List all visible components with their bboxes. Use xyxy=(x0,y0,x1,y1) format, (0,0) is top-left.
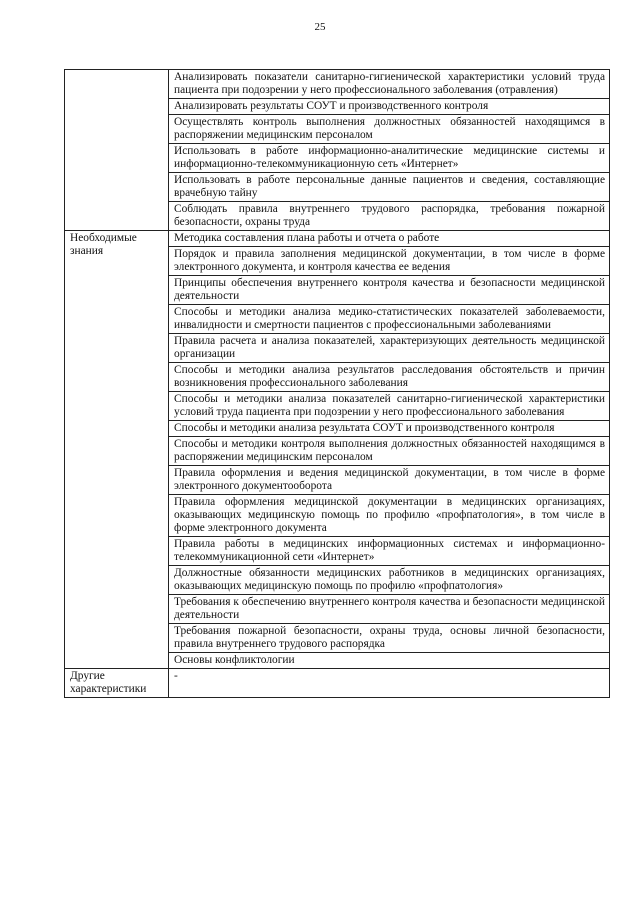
table-row xyxy=(65,70,610,99)
table-row xyxy=(65,669,610,698)
knowledge-item: Способы и методики анализа результата СОУТ и производственного контроля xyxy=(169,421,610,437)
table-row xyxy=(65,231,610,247)
knowledge-item: Правила работы в медицинских информационных системах и информационно-телекоммуникационной сети «Интернет» xyxy=(169,537,610,566)
knowledge-item: Требования к обеспечению внутреннего контроля качества и безопасности медицинской деятельности xyxy=(169,595,610,624)
other-label: Другие характеристики xyxy=(65,669,169,698)
skills-item: Использовать в работе информационно-аналитические медицинские системы и информационно-телекоммуникационную сеть «Интернет» xyxy=(169,144,610,173)
skills-label-cell xyxy=(65,70,169,231)
knowledge-label: Необходимые знания xyxy=(65,231,169,669)
knowledge-item: Способы и методики контроля выполнения должностных обязанностей находящимся в распоряжении медицинским персоналом xyxy=(169,437,610,466)
page-number: 25 xyxy=(314,21,326,33)
knowledge-item: Методика составления плана работы и отчета о работе xyxy=(169,231,610,247)
knowledge-item: Правила расчета и анализа показателей, характеризующих деятельность медицинской организации xyxy=(169,334,610,363)
requirements-table xyxy=(64,69,610,698)
other-value: - xyxy=(169,669,610,698)
skills-item: Соблюдать правила внутреннего трудового распорядка, требования пожарной безопасности, охраны труда xyxy=(169,202,610,231)
knowledge-item: Основы конфликтологии xyxy=(169,653,610,669)
skills-item: Анализировать показатели санитарно-гигиенической характеристики условий труда пациента при подозрении у него профессионального заболевания (отравления) xyxy=(169,70,610,99)
knowledge-item: Способы и методики анализа результатов расследования обстоятельств и причин возникновения профессионального заболевания xyxy=(169,363,610,392)
skills-item: Использовать в работе персональные данные пациентов и сведения, составляющие врачебную тайну xyxy=(169,173,610,202)
knowledge-item: Требования пожарной безопасности, охраны труда, основы личной безопасности, правила внутреннего трудового распорядка xyxy=(169,624,610,653)
knowledge-item: Порядок и правила заполнения медицинской документации, в том числе в форме электронного документа, и контроля качества ее ведения xyxy=(169,247,610,276)
knowledge-item: Способы и методики анализа показателей санитарно-гигиенической характеристики условий труда пациента при подозрении у него профессионального заболевания xyxy=(169,392,610,421)
skills-item: Анализировать результаты СОУТ и производственного контроля xyxy=(169,99,610,115)
knowledge-item: Правила оформления и ведения медицинской документации, в том числе в форме электронного документооборота xyxy=(169,466,610,495)
knowledge-item: Принципы обеспечения внутреннего контроля качества и безопасности медицинской деятельности xyxy=(169,276,610,305)
knowledge-item: Правила оформления медицинской документации в медицинских организациях, оказывающих медицинскую помощь по профилю «профпатология», в том числе в форме электронного документа xyxy=(169,495,610,537)
knowledge-item: Способы и методики анализа медико-статистических показателей заболеваемости, инвалидности и смертности пациентов с профессиональными заболеваниями xyxy=(169,305,610,334)
skills-item: Осуществлять контроль выполнения должностных обязанностей находящимся в распоряжении медицинским персоналом xyxy=(169,115,610,144)
knowledge-item: Должностные обязанности медицинских работников в медицинских организациях, оказывающих медицинскую помощь по профилю «профпатология» xyxy=(169,566,610,595)
